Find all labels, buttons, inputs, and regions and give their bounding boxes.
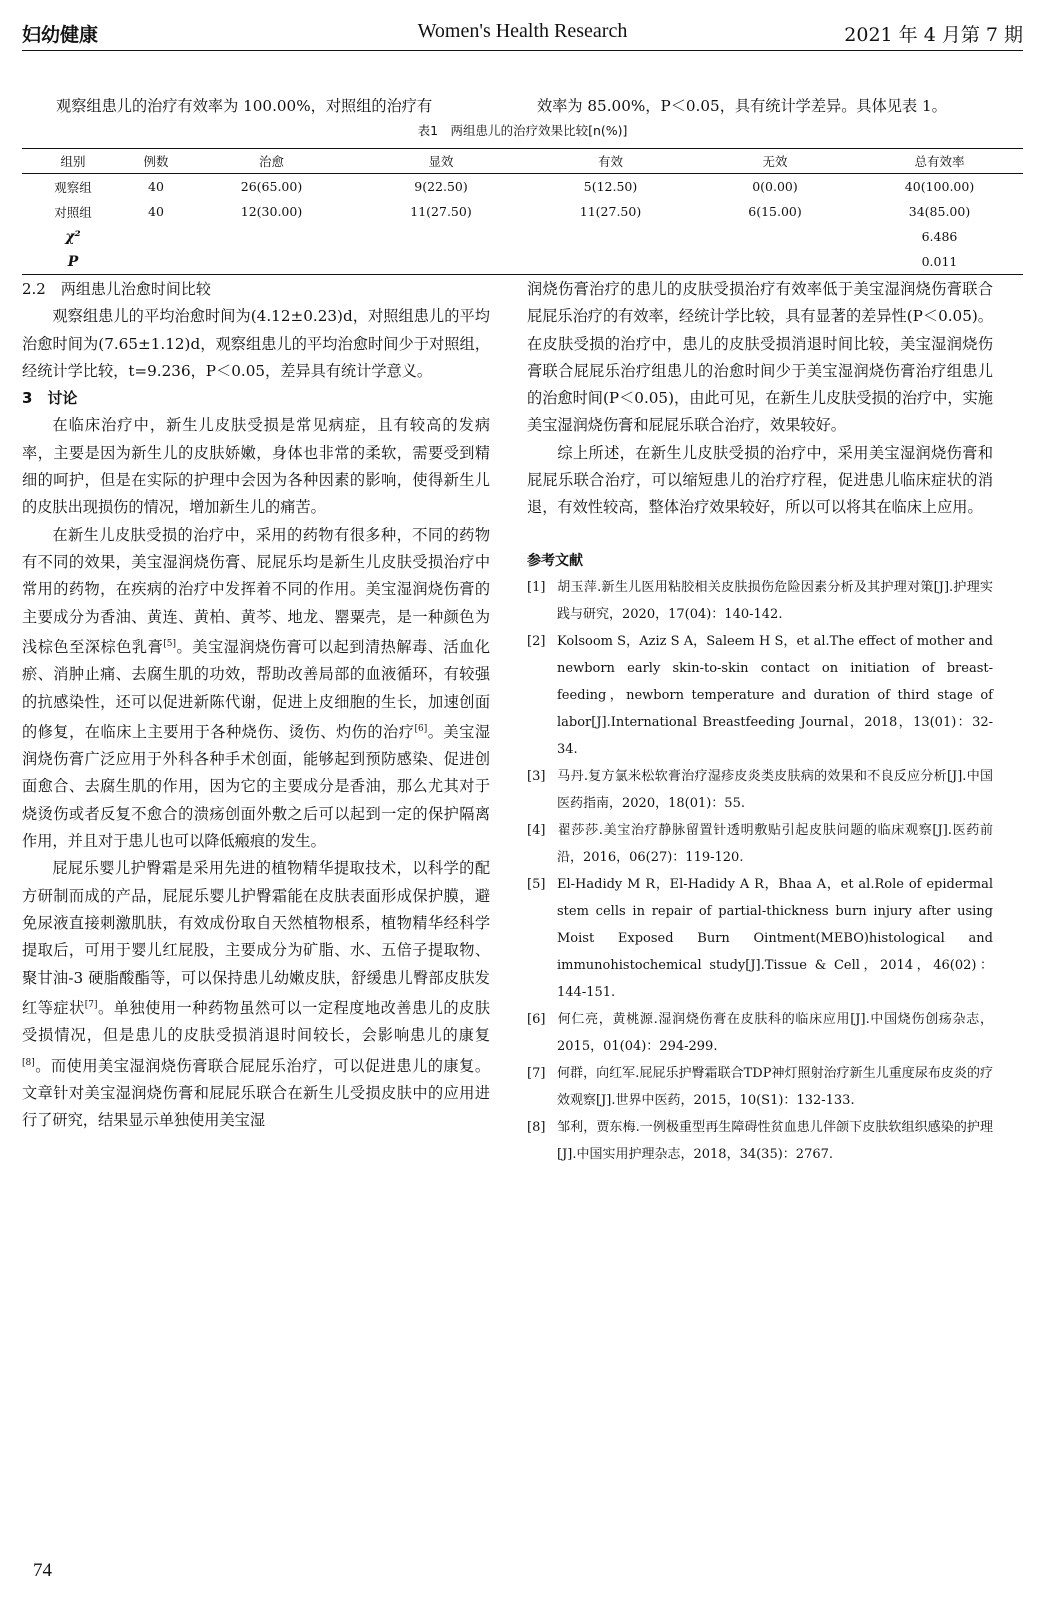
text-span: 。而使用美宝湿润烧伤膏联合屁屁乐治疗，可以促进患儿的康复。文章针对美宝湿润烧伤膏和屁屁乐联合在新生儿受损皮肤中的应用进行了研究，结果显示单独使用美宝湿	[22, 1056, 490, 1130]
table-cell: 12(30.00)	[240, 204, 303, 219]
table-stat-row	[22, 224, 1023, 249]
reference-number: [4]	[527, 822, 546, 838]
reference-number: [1]	[527, 579, 546, 595]
reference-text: 何群，向红军.屁屁乐护臀霜联合TDP神灯照射治疗新生儿重度尿布皮炎的疗效观察[J].世界中医药，2015，10(S1)：132-133.	[557, 1065, 993, 1108]
paragraph	[22, 855, 490, 1134]
table-cell: 5(12.50)	[583, 179, 638, 194]
section-heading: 3 讨论	[22, 389, 78, 408]
paragraph: 综上所述，在新生儿皮肤受损的治疗中，采用美宝湿润烧伤膏和屁屁乐联合治疗，可以缩短患儿的治疗疗程，促进患儿临床症状的消退，有效性较高，整体治疗效果较好，所以可以将其在临床上应用。	[527, 443, 993, 517]
text-span: 。美宝湿润烧伤膏广泛应用于外科各种手术创面，能够起到预防感染、促进创面愈合、去腐生肌的作用，因为它的主要成分是香油，那么尤其对于烧烫伤或者反复不愈合的溃疡创面外敷之后可以起到一定的保护隔离作用，并且对于患儿也可以降低瘢痕的发生。	[22, 722, 491, 851]
reference-text: El-Hadidy M R，El-Hadidy A R，Bhaa A，et al.Role of epidermal stem cells in repair of partial-thickness burn injury after using Moist Exposed Burn Ointment(MEBO)histological and immunohistochemical study[J].Tissue & Cell，2014，46(02)：144-151.	[557, 876, 993, 1000]
reference-item	[527, 1060, 993, 1114]
references-title: 参考文献	[527, 552, 583, 569]
journal-name-en: Women's Health Research	[417, 20, 628, 42]
table-cell: 34(85.00)	[908, 204, 971, 219]
intro-right: 效率为 85.00%，P＜0.05，具有统计学差异。具体见表 1。	[537, 97, 947, 115]
citation: [7]	[84, 999, 98, 1010]
citation: [5]	[163, 638, 177, 649]
table-header-cell: 例数	[124, 149, 188, 174]
stat-value-p: 0.011	[856, 249, 1023, 275]
table-header-cell: 无效	[694, 149, 856, 174]
results-table	[22, 148, 1023, 275]
text-span: 。单独使用一种药物虽然可以一定程度地改善患儿的皮肤受损情况，但是患儿的皮肤受损消退时间较长，会影响患儿的康复	[22, 998, 491, 1045]
reference-item	[527, 1006, 993, 1060]
table-row	[22, 174, 1023, 200]
reference-item	[527, 574, 993, 628]
reference-item	[527, 871, 993, 1006]
reference-text: 何仁亮，黄桃源.湿润烧伤膏在皮肤科的临床应用[J].中国烧伤创疡杂志，2015，01(04)：294-299.	[557, 1011, 993, 1054]
table-header-cell: 治愈	[188, 149, 355, 174]
reference-text: 翟莎莎.美宝治疗静脉留置针透明敷贴引起皮肤问题的临床观察[J].医药前沿，2016，06(27)：119-120.	[557, 822, 993, 865]
table-header-cell: 显效	[355, 149, 527, 174]
table-stat-row	[22, 249, 1023, 275]
table-cell: 0(0.00)	[752, 179, 798, 194]
stat-label-chi2: χ²	[65, 228, 81, 245]
table-cell: 40	[148, 204, 164, 219]
reference-text: Kolsoom S，Aziz S A，Saleem H S，et al.The effect of mother and newborn early skin-to-skin contact on initiation of breast-feeding，newborn temperature and duration of third stage of labor[J].International Breastfeeding Journal，2018，13(01)：32-34.	[557, 633, 993, 757]
table-header-row	[22, 149, 1023, 174]
table-cell: 26(65.00)	[240, 179, 303, 194]
left-column	[22, 276, 490, 1134]
journal-name-cn: 妇幼健康	[22, 24, 99, 46]
stat-label-p: P	[22, 249, 124, 275]
table-header-cell: 组别	[22, 149, 124, 174]
citation: [6]	[414, 723, 428, 734]
table-cell: 对照组	[54, 204, 92, 220]
reference-item	[527, 1114, 993, 1168]
reference-number: [3]	[527, 768, 546, 784]
table-cell: 11(27.50)	[579, 204, 642, 219]
text-span: 。美宝湿润烧伤膏可以起到清热解毒、活血化瘀、消肿止痛、去腐生肌的功效，帮助改善局部的血液循环，有较强的抗感染性，还可以促进新陈代谢，促进上皮细胞的生长，加速创面的修复，在临床上主要用于各种烧伤、烫伤、灼伤的治疗	[22, 637, 491, 741]
reference-number: [6]	[527, 1011, 546, 1027]
page-header	[22, 14, 1023, 51]
table-cell: 40(100.00)	[904, 179, 975, 194]
table-cell: 观察组	[54, 179, 92, 195]
citation: [8]	[22, 1057, 35, 1068]
reference-number: [2]	[527, 633, 546, 649]
reference-number: [5]	[527, 876, 546, 892]
table-header-cell: 总有效率	[856, 149, 1023, 174]
table-caption: 表1 两组患儿的治疗效果比较[n(%)]	[417, 123, 628, 138]
table-cell: 40	[148, 179, 164, 194]
reference-text: 马丹.复方氯米松软膏治疗湿疹皮炎类皮肤病的效果和不良反应分析[J].中国医药指南，2020，18(01)：55.	[557, 768, 993, 811]
text-span: 屁屁乐婴儿护臀霜是采用先进的植物精华提取技术，以科学的配方研制而成的产品，屁屁乐婴儿护臀霜能在皮肤表面形成保护膜，避免尿液直接刺激肌肤，有效成份取自天然植物根系，植物精华经科学提取后，可用于婴儿红屁股，主要成分为矿脂、水、五倍子提取物、聚甘油-3 硬脂酸酯等，可以保持患儿幼嫩皮肤，舒缓患儿臀部皮肤发红等症状	[22, 859, 490, 1017]
reference-item	[527, 628, 993, 763]
paragraph: 观察组患儿的平均治愈时间为(4.12±0.23)d，对照组患儿的平均治愈时间为(7.65±1.12)d，观察组患儿的平均治愈时间少于对照组，经统计学比较，t=9.236，P＜0.05，差异具有统计学意义。	[22, 307, 490, 380]
reference-item	[527, 817, 993, 871]
text-span: 在新生儿皮肤受损的治疗中，采用的药物有很多种，不同的药物有不同的效果，美宝湿润烧伤膏、屁屁乐均是新生儿皮肤受损治疗中常用的药物，在疾病的治疗中发挥着不同的作用。美宝湿润烧伤膏的主要成分为香油、黄连、黄柏、黄芩、地龙、罂粟壳，是一种颜色为浅棕色至深棕色乳膏	[22, 525, 490, 656]
paragraph	[22, 522, 490, 856]
table-cell: 9(22.50)	[414, 179, 468, 194]
right-column	[527, 276, 993, 1168]
table-row	[22, 199, 1023, 224]
subsection-heading: 2.2 两组患儿治愈时间比较	[22, 280, 211, 298]
page-number: 74	[33, 1560, 52, 1581]
stat-value-chi2: 6.486	[921, 229, 958, 244]
table-header-cell: 有效	[527, 149, 694, 174]
issue-info: 2021 年 4 月第 7 期	[844, 24, 1023, 46]
paragraph: 润烧伤膏治疗的患儿的皮肤受损治疗有效率低于美宝湿润烧伤膏联合屁屁乐治疗的有效率，经统计学比较，具有显著的差异性(P＜0.05)。在皮肤受损的治疗中，患儿的皮肤受损消退时间比较，美宝湿润烧伤膏联合屁屁乐治疗组患儿的治愈时间少于美宝湿润烧伤膏治疗组患儿的治愈时间(P＜0.05)，由此可见，在新生儿皮肤受损的治疗中，实施美宝湿润烧伤膏和屁屁乐联合治疗，效果较好。	[527, 280, 993, 435]
reference-text: 邹利，贾东梅.一例极重型再生障碍性贫血患儿伴颌下皮肤软组织感染的护理[J].中国实用护理杂志，2018，34(35)：2767.	[557, 1119, 993, 1162]
table-cell: 11(27.50)	[410, 204, 472, 219]
reference-item	[527, 763, 993, 817]
paragraph: 在临床治疗中，新生儿皮肤受损是常见病症，且有较高的发病率，主要是因为新生儿的皮肤娇嫩，身体也非常的柔软，需要受到精细的呵护，但是在实际的护理中会因为各种因素的影响，使得新生儿的皮肤出现损伤的情况，增加新生儿的痛苦。	[22, 416, 490, 517]
reference-text: 胡玉萍.新生儿医用粘胶相关皮肤损伤危险因素分析及其护理对策[J].护理实践与研究，2020，17(04)：140-142.	[557, 579, 993, 622]
reference-number: [8]	[527, 1119, 546, 1135]
intro-left: 观察组患儿的治疗有效率为 100.00%，对照组的治疗有	[56, 97, 433, 115]
table-cell: 6(15.00)	[748, 204, 802, 219]
reference-number: [7]	[527, 1065, 546, 1081]
